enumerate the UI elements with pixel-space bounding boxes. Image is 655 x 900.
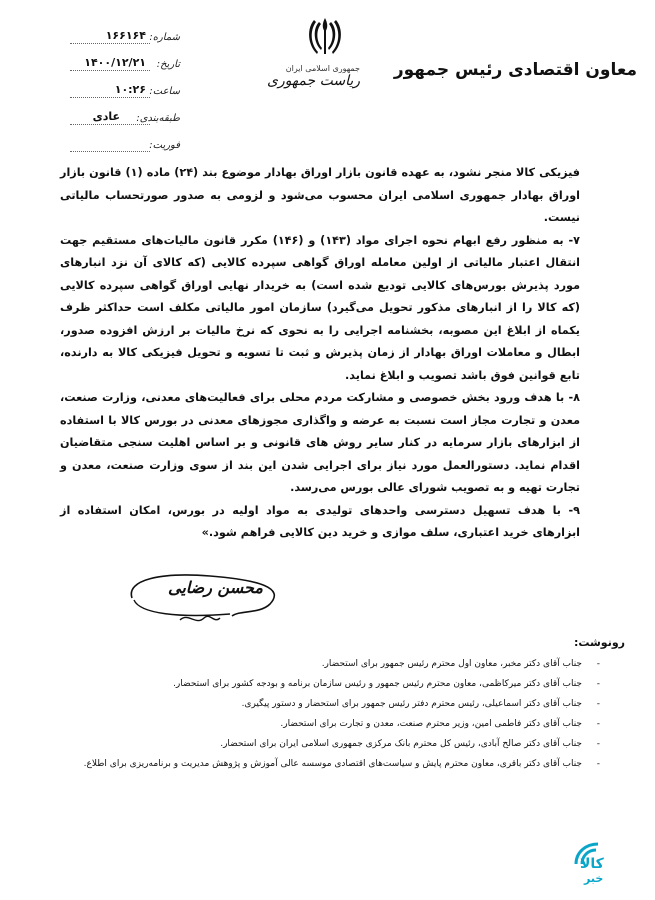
letter-meta xyxy=(70,29,180,167)
logo-wordmark-sub: خبر xyxy=(584,872,604,885)
signature xyxy=(120,570,290,630)
cc-item: - جناب آقای دکتر باقری، معاون محترم پایش و سیاست‌های اقتصادی موسسه عالی آموزش و پژوهش مدیریت و برنامه‌ریزی برای اطلاع. xyxy=(83,759,600,769)
cc-item: - جناب آقای دکتر اسماعیلی، رئیس محترم دفتر رئیس جمهور برای استحضار و دستور پیگیری. xyxy=(241,699,600,709)
paragraph-intro: فیزیکی کالا منجر نشود، به عهده قانون بازار اوراق بهادار موضوع بند (۲۴) ماده (۱) قانون بازار اوراق بهادار جمهوری اسلامی ایران محسوب می‌شود و لزومی به صدور صورتحساب مالیاتی نیست. xyxy=(60,166,580,224)
paragraph-8: ۸- با هدف ورود بخش خصوصی و مشارکت مردم محلی برای فعالیت‌های معدنی، وزارت صنعت، معدن و تجارت مجاز است نسبت به عرضه و واگذاری مجوزهای معدنی در بورس کالا با استفاده از ابزارهای بازار سرمایه در کنار سایر روش های قانونی و بر اساس اهلیت سنجی متقاضیان اقدام نماید. دستورالعمل مورد نیاز برای اجرایی شدن این بند از سوی وزارت صنعت، معدن و تجارت تهیه و به تصویب شورای عالی بورس می‌رسد. xyxy=(60,391,580,494)
number-value: ۱۶۶۱۶۴ xyxy=(105,29,146,42)
meta-classification xyxy=(70,110,180,140)
emblem xyxy=(266,14,360,114)
date-value: ۱۴۰۰/۱۲/۲۱ xyxy=(84,56,146,69)
logo-wordmark: کالا xyxy=(580,856,604,872)
paragraph-7: ۷- به منظور رفع ابهام نحوه اجرای مواد (۱۴۳) و (۱۴۶) مکرر قانون مالیات‌های مستقیم جهت انتقال اعتبار مالیاتی از اولین معامله اوراق گواهی سپرده کالایی (که کالای آن نزد انبارهای مورد پذیرش بورس‌های کالایی تودیع شده است) به خریدار نهایی اوراق گواهی سپرده کالایی (که کالا را از انبارهای مذکور تحویل می‌گیرد) سازمان امور مالیاتی مکلف است حداکثر ظرف یکماه از ابلاغ این مصوبه، بخشنامه اجرایی را به نحوی که نرخ مالیات بر ارزش افزوده صدور، ابطال و معاملات اوراق بهادار از زمان پذیرش و ثبت تا تسویه و تحویل فیزیکی کالا به دارنده، تابع قوانین فوق باشد تصویب و ابلاغ نماید. xyxy=(60,233,580,382)
classification-label: طبقه‌بندی: xyxy=(136,113,180,124)
cc-item: - جناب آقای دکتر فاطمی امین، وزیر محترم صنعت، معدن و تجارت برای استحضار. xyxy=(280,719,600,729)
office-title: معاون اقتصادی رئیس جمهور xyxy=(393,60,637,80)
emblem-caption: جمهوری اسلامی ایران xyxy=(285,64,360,73)
cc-item: - جناب آقای دکتر صالح آبادی، رئیس کل محترم بانک مرکزی جمهوری اسلامی ایران برای استحضار. xyxy=(220,739,600,749)
signatory-name: محسن رضایی xyxy=(168,578,263,597)
kalakhabar-logo xyxy=(570,838,630,890)
cc-list xyxy=(30,654,600,774)
date-label: تاریخ: xyxy=(156,59,180,70)
meta-time xyxy=(70,83,180,113)
paragraph-9: ۹- با هدف تسهیل دسترسی واحدهای تولیدی به مواد اولیه در بورس، امکان استفاده از ابزارهای خرید اعتباری، سلف موازی و خرید دین کالایی فراهم شود.» xyxy=(60,503,580,539)
cc-item: - جناب آقای دکتر میرکاظمی، معاون محترم رئیس جمهور و رئیس سازمان برنامه و بودجه کشور برای استحضار. xyxy=(173,679,600,689)
urgency-label: فوریت: xyxy=(149,140,180,151)
cc-item: - جناب آقای دکتر مخبر، معاون اول محترم رئیس جمهور برای استحضار. xyxy=(321,659,600,669)
time-value: ۱۰:۲۶ xyxy=(114,83,146,96)
meta-number xyxy=(70,29,180,59)
iran-emblem-icon xyxy=(305,14,345,58)
time-label: ساعت: xyxy=(149,86,180,97)
letter-body xyxy=(60,162,580,545)
cc-title: رونوشت: xyxy=(573,636,625,649)
classification-value: عادی xyxy=(92,110,120,123)
number-label: شماره: xyxy=(149,32,180,43)
meta-date xyxy=(70,56,180,86)
presidency-caption: ریاست جمهوری xyxy=(266,73,360,89)
